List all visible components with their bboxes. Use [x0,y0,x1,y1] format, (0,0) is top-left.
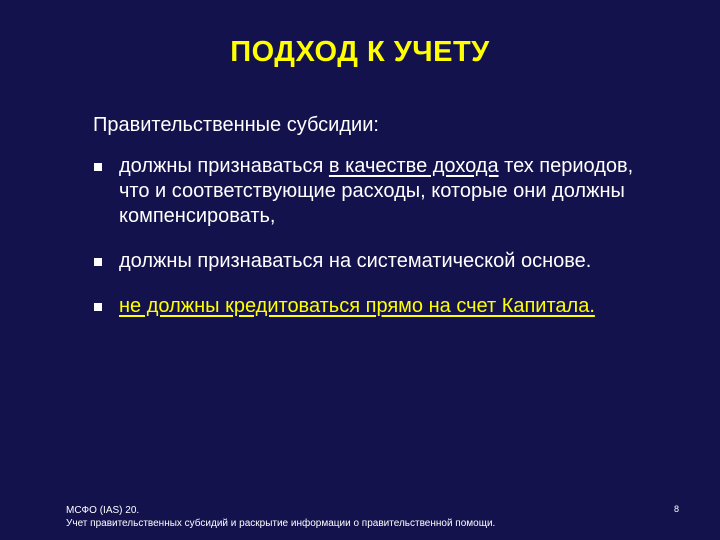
bullet-item [94,249,654,274]
slide-title: ПОДХОД К УЧЕТУ [230,36,490,68]
square-bullet-icon [94,258,102,266]
footer-line-1: МСФО (IAS) 20. [66,505,140,516]
footer [66,504,495,530]
bullet-item [94,154,654,229]
bullet-text: должны признаваться на систематической основе. [119,250,592,272]
square-bullet-icon [94,163,102,171]
bullet-list [94,154,654,319]
bullet-item [94,294,654,319]
intro-text: Правительственные субсидии: [93,114,379,136]
square-bullet-icon [94,303,102,311]
bullet-text-pre: должны признаваться [119,155,329,177]
page-number: 8 [673,504,679,514]
bullet-text-highlighted: не должны кредитоваться прямо на счет Капитала. [119,295,595,317]
bullet-text-underlined: в качестве дохода [328,155,499,177]
footer-line-2: Учет правительственных субсидий и раскрытие информации о правительственной помощи. [66,518,496,529]
bullet-text-post: тех периодов, что и соответствующие расходы, которые они должны компенсировать, [119,155,634,227]
